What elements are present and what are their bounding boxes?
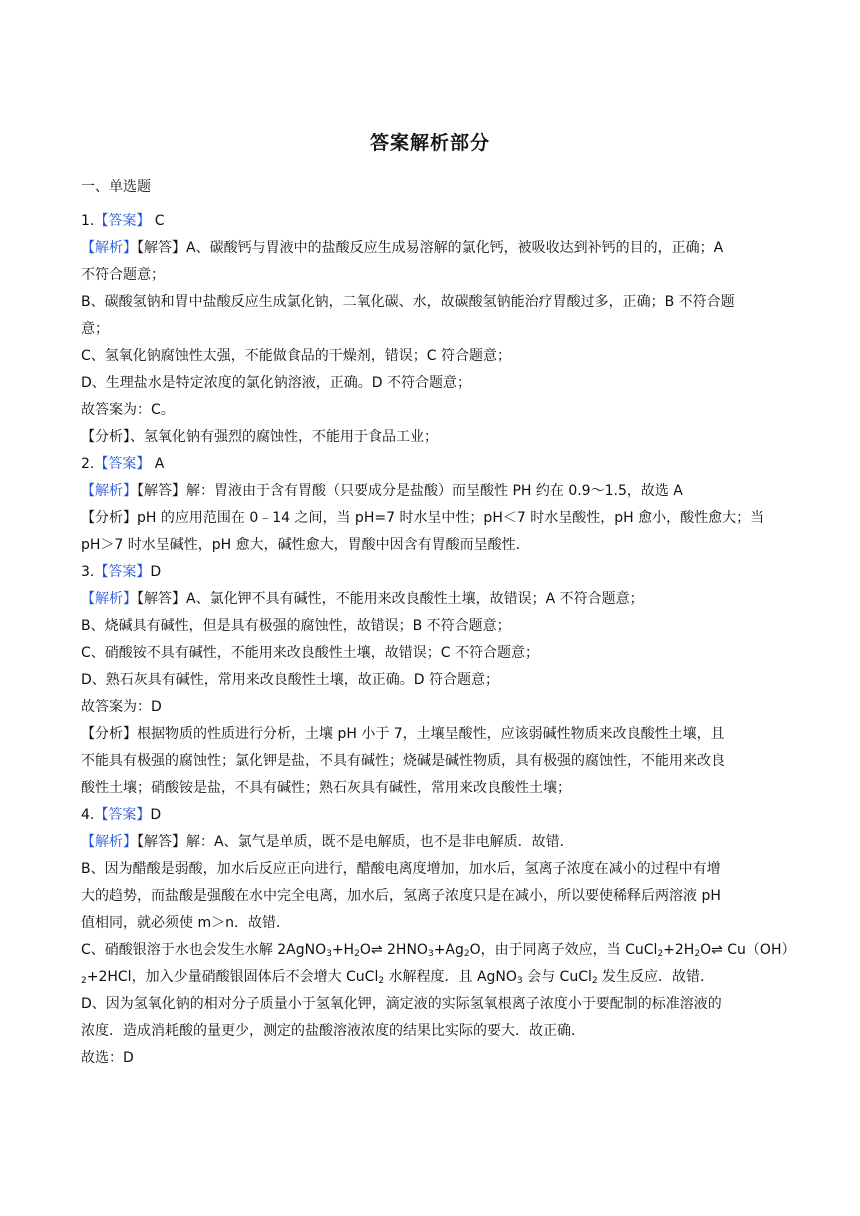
text-segment: 意； — [81, 321, 109, 337]
text-segment: 【解答】解：胃液由于含有胃酸（只要成分是盐酸）而呈酸性 PH 约在 0.9～1.5，故选 A — [137, 483, 683, 499]
text-line — [81, 235, 781, 262]
text-segment: D、熟石灰具有碱性，常用来改良酸性土壤，故正确。D 符合题意； — [81, 672, 500, 688]
label-tag: 【答案】 — [94, 213, 151, 229]
text-line — [81, 586, 781, 613]
text-segment: B、碳酸氢钠和胃中盐酸反应生成氯化钠，二氧化碳、水，故碳酸氢钠能治疗胃酸过多，正确；B 不符合题 — [81, 294, 735, 310]
text-line — [81, 208, 781, 235]
text-segment: 不能具有极强的腐蚀性；氯化钾是盐，不具有碱性；烧碱是碱性物质，具有极强的腐蚀性，不能用来改良 — [81, 753, 725, 769]
text-segment: +2HCl，加入少量硝酸银固体后不会增大 CuCl — [86, 969, 379, 985]
text-line — [81, 478, 781, 505]
text-line — [81, 883, 781, 910]
label-tag: 【解析】 — [81, 240, 137, 256]
text-segment: 3. — [81, 564, 95, 580]
text-line — [81, 424, 781, 451]
text-line — [81, 694, 781, 721]
text-segment: 酸性土壤；硝酸铵是盐，不具有碱性；熟石灰具有碱性，常用来改良酸性土壤； — [81, 780, 571, 796]
text-line — [81, 343, 781, 370]
text-line — [81, 1045, 781, 1072]
text-line — [81, 505, 781, 532]
subscript: 2 — [657, 949, 664, 959]
text-line — [81, 991, 781, 1018]
label-tag: 【解析】 — [81, 483, 137, 499]
subscript: 2 — [354, 949, 360, 959]
subscript: 2 — [378, 976, 385, 986]
subscript: 2 — [591, 976, 598, 986]
text-line — [81, 721, 781, 748]
text-line — [81, 370, 781, 397]
text-line — [81, 937, 796, 964]
section-heading: 一、单选题 — [81, 179, 151, 195]
text-segment: pH＞7 时水呈碱性，pH 愈大，碱性愈大，胃酸中因含有胃酸而呈酸性． — [81, 537, 530, 553]
text-line — [81, 532, 781, 559]
text-segment: A — [150, 456, 165, 472]
text-segment: 【分析】根据物质的性质进行分析，土壤 pH 小于 7，土壤呈酸性，应该弱碱性物质来改良酸性土壤，且 — [81, 726, 725, 742]
label-tag: 【答案】 — [94, 807, 151, 823]
label-tag: 【解析】 — [81, 591, 137, 607]
text-segment: 【解答】A、碳酸钙与胃液中的盐酸反应生成易溶解的氯化钙，被吸收达到补钙的目的，正确；A — [137, 240, 724, 256]
text-line — [81, 640, 781, 667]
text-segment: 会与 CuCl — [522, 969, 592, 985]
text-segment: O⇌ Cu（OH） — [700, 942, 796, 958]
text-segment: B、烧碱具有碱性，但是具有极强的腐蚀性，故错误；B 不符合题意； — [81, 618, 511, 634]
label-tag: 【答案】 — [94, 564, 151, 580]
text-segment: 【分析】pH 的应用范围在 0﹣14 之间，当 pH=7 时水呈中性；pH＜7 时水呈酸性，pH 愈小，酸性愈大；当 — [81, 510, 765, 526]
text-segment: 水解程度．且 AgNO — [384, 969, 517, 985]
subscript: 3 — [516, 976, 523, 986]
subscript: 2 — [81, 976, 87, 986]
text-segment: 【解答】解：A、氯气是单质，既不是电解质，也不是非电解质．故错． — [137, 834, 574, 850]
text-line — [81, 748, 781, 775]
text-segment: C — [150, 213, 165, 229]
text-segment: D、因为氢氧化钠的相对分子质量小于氢氧化钾，滴定液的实际氢氧根离子浓度小于要配制的标准溶液的 — [81, 996, 722, 1012]
text-segment: 故答案为：D — [81, 699, 162, 715]
page-title: 答案解析部分 — [369, 132, 490, 154]
text-segment: D、生理盐水是特定浓度的氯化钠溶液，正确。D 不符合题意； — [81, 375, 472, 391]
subscript: 2 — [694, 949, 701, 959]
text-line — [81, 910, 781, 937]
text-segment: 发生反应．故错． — [597, 969, 715, 985]
text-segment: B、因为醋酸是弱酸，加水后反应正向进行，醋酸电离度增加，加水后，氢离子浓度在减小的过程中有增 — [81, 861, 721, 877]
text-segment: 【解答】A、氯化钾不具有碱性，不能用来改良酸性土壤，故错误；A 不符合题意； — [137, 591, 644, 607]
label-tag: 【解析】 — [81, 834, 137, 850]
subscript: 2 — [463, 949, 470, 959]
text-segment: D — [150, 807, 162, 823]
text-segment: +H — [331, 942, 355, 958]
text-segment: O，由于同离子效应，当 CuCl — [469, 942, 658, 958]
text-line — [81, 289, 781, 316]
text-segment: +2H — [663, 942, 695, 958]
text-segment: C、硝酸铵不具有碱性，不能用来改良酸性土壤，故错误；C 不符合题意； — [81, 645, 539, 661]
text-line — [81, 1018, 781, 1045]
subscript: 3 — [326, 949, 332, 959]
answer-content — [81, 208, 796, 1072]
text-segment: 大的趋势，而盐酸是强酸在水中完全电离，加水后，氢离子浓度只是在减小，所以要使稀释后两溶液 pH — [81, 888, 721, 904]
text-segment: 4. — [81, 807, 95, 823]
text-segment: O⇌ 2HNO — [359, 942, 428, 958]
text-line — [81, 775, 781, 802]
text-line — [81, 802, 781, 829]
text-line — [81, 316, 781, 343]
text-line — [81, 829, 781, 856]
subscript: 3 — [427, 949, 434, 959]
text-segment: +Ag — [433, 942, 464, 958]
text-segment: 不符合题意； — [81, 267, 165, 283]
text-segment: 【分析】、氢氧化钠有强烈的腐蚀性，不能用于食品工业； — [81, 429, 438, 445]
text-segment: 值相同，就必须使 m＞n．故错． — [81, 915, 290, 931]
text-line — [81, 262, 781, 289]
text-segment: 故答案为：C。 — [81, 402, 175, 418]
text-line — [81, 559, 781, 586]
label-tag: 【答案】 — [94, 456, 151, 472]
text-line — [81, 856, 781, 883]
text-line — [81, 964, 781, 991]
text-segment: 浓度．造成消耗酸的量更少，测定的盐酸溶液浓度的结果比实际的要大．故正确． — [81, 1023, 585, 1039]
text-line — [81, 397, 781, 424]
text-line — [81, 451, 781, 478]
text-segment: C、硝酸银溶于水也会发生水解 2AgNO — [81, 942, 327, 958]
text-segment: 2. — [81, 456, 95, 472]
text-segment: 故选：D — [81, 1050, 134, 1066]
text-segment: 1. — [81, 213, 95, 229]
text-segment: D — [150, 564, 162, 580]
text-line — [81, 667, 781, 694]
text-segment: C、氢氧化钠腐蚀性太强，不能做食品的干燥剂，错误；C 符合题意； — [81, 348, 511, 364]
text-line — [81, 613, 781, 640]
